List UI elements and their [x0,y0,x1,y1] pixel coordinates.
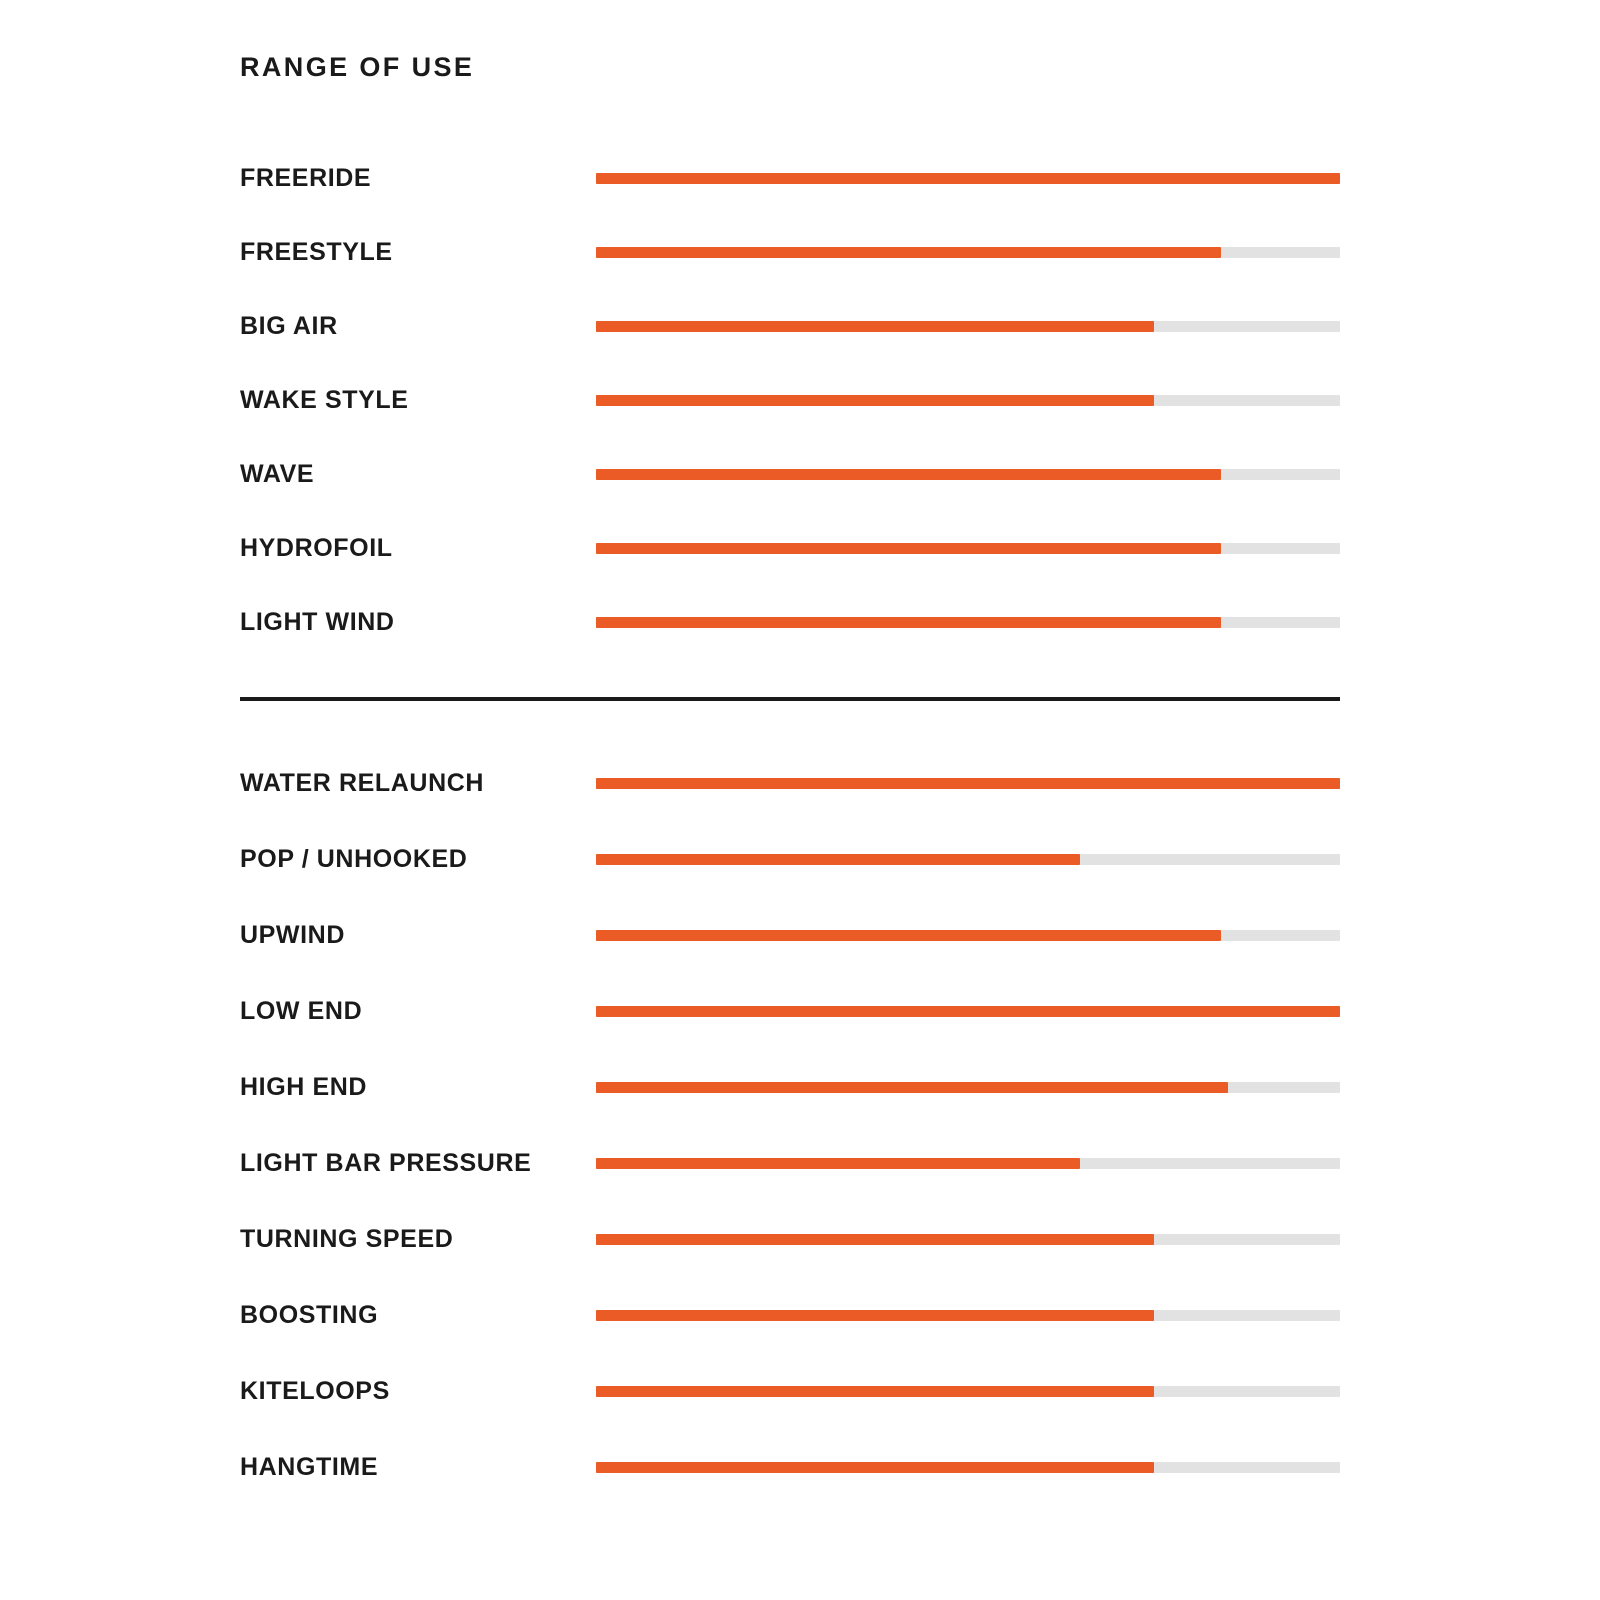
table-row [240,363,1340,437]
table-row [240,1353,1340,1429]
page-title: RANGE OF USE [240,52,475,82]
row-label: WATER RELAUNCH [240,768,485,797]
bar-fill [596,173,1340,184]
bar-track [596,854,1340,865]
section-divider [240,697,1340,701]
bar-fill [596,930,1221,941]
bar-track [596,1158,1340,1169]
row-label: TURNING SPEED [240,1224,454,1253]
table-row [240,289,1340,363]
bar-fill [596,1462,1154,1473]
bar-track [596,930,1340,941]
bar-fill [596,854,1080,865]
bar-fill [596,1006,1340,1017]
table-row [240,821,1340,897]
table-row [240,1049,1340,1125]
bar-fill [596,778,1340,789]
bar-fill [596,617,1221,628]
bar-track [596,395,1340,406]
row-label: HIGH END [240,1072,368,1101]
row-label: POP / UNHOOKED [240,844,468,873]
bar-track [596,247,1340,258]
table-row [240,1201,1340,1277]
bar-track [596,173,1340,184]
bar-track [596,469,1340,480]
table-row [240,1277,1340,1353]
bar-track [596,778,1340,789]
bar-track [596,543,1340,554]
bar-fill [596,321,1154,332]
bar-fill [596,1386,1154,1397]
table-row [240,745,1340,821]
row-label: UPWIND [240,920,345,949]
row-label: HYDROFOIL [240,533,393,562]
table-row [240,141,1340,215]
bar-fill [596,1310,1154,1321]
row-label: BOOSTING [240,1300,379,1329]
row-label: LIGHT BAR PRESSURE [240,1148,532,1177]
row-label: BIG AIR [240,311,338,340]
bar-fill [596,543,1221,554]
bar-track [596,1234,1340,1245]
row-label: LOW END [240,996,363,1025]
bar-fill [596,1158,1080,1169]
range-of-use-group [240,141,1340,659]
table-row [240,973,1340,1049]
table-row [240,511,1340,585]
bar-fill [596,395,1154,406]
table-row [240,1125,1340,1201]
bar-fill [596,1082,1228,1093]
table-row [240,215,1340,289]
table-row [240,437,1340,511]
bar-track [596,1310,1340,1321]
bar-track [596,1006,1340,1017]
row-label: FREESTYLE [240,237,393,266]
row-label: KITELOOPS [240,1376,390,1405]
row-label: WAVE [240,459,315,488]
row-label: WAKE STYLE [240,385,409,414]
table-row [240,1429,1340,1505]
bar-fill [596,1234,1154,1245]
bar-track [596,1462,1340,1473]
row-label: HANGTIME [240,1452,379,1481]
bar-track [596,1386,1340,1397]
bar-track [596,1082,1340,1093]
row-label: FREERIDE [240,163,372,192]
bar-track [596,321,1340,332]
table-row [240,897,1340,973]
performance-group [240,745,1340,1505]
bar-track [596,617,1340,628]
row-label: LIGHT WIND [240,607,395,636]
bar-fill [596,247,1221,258]
table-row [240,585,1340,659]
bar-fill [596,469,1221,480]
